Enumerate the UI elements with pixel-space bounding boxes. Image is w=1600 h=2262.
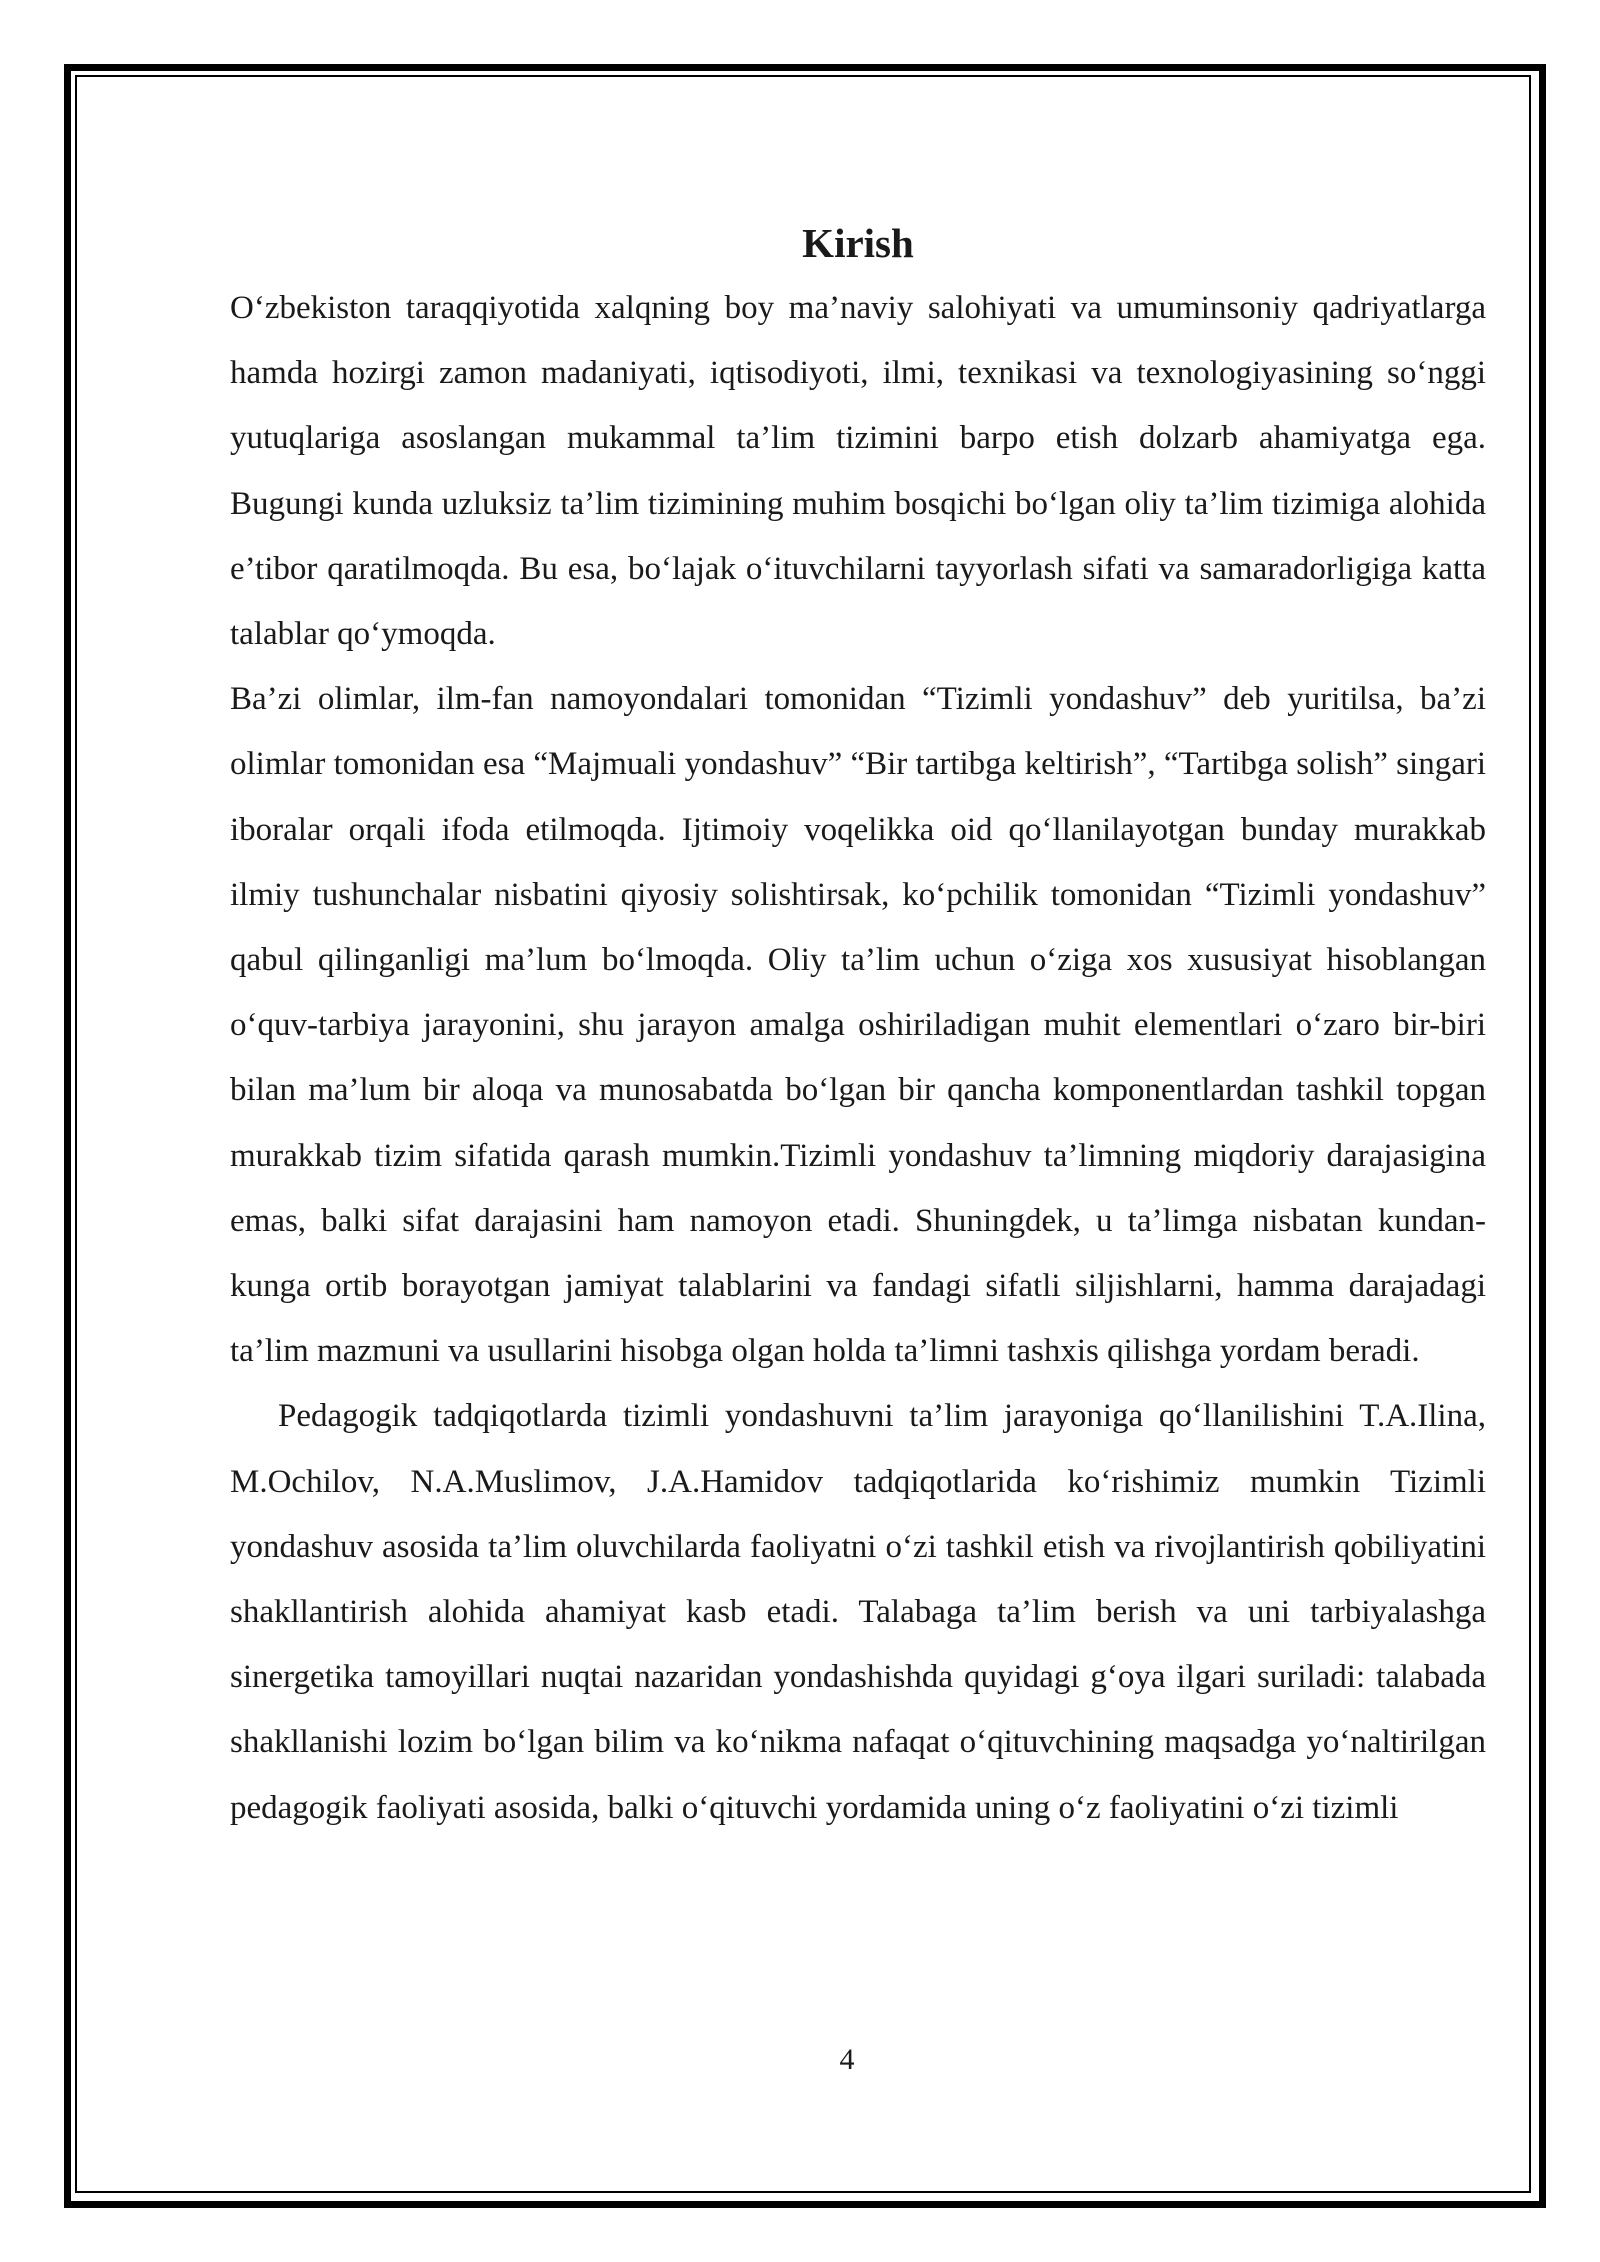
document-body	[230, 210, 1486, 1841]
paragraph-systematic-approach: Ba’zi olimlar, ilm-fan namoyondalari tomonidan “Tizimli yondashuv” deb yuritilsa, ba’zi olimlar tomonidan esa “Majmuali yondashuv” “Bir tartibga keltirish”, “Tartibga solish” singari iboralar orqali ifoda etilmoqda. Ijtimoiy voqelikka oid qo‘llanilayotgan bunday murakkab ilmiy tushunchalar nisbatini qiyosiy solishtirsak, ko‘pchilik tomonidan “Tizimli yondashuv” qabul qilinganligi ma’lum bo‘lmoqda. Oliy ta’lim uchun o‘ziga xos xususiyat hisoblangan o‘quv-tarbiya jarayonini, shu jarayon amalga oshiriladigan muhit elementlari o‘zaro bir-biri bilan ma’lum bir aloqa va munosabatda bo‘lgan bir qancha komponentlardan tashkil topgan murakkab tizim sifatida qarash mumkin.Tizimli yondashuv ta’limning miqdoriy darajasigina emas, balki sifat darajasini ham namoyon etadi. Shuningdek, u ta’limga nisbatan kundan-kunga ortib borayotgan jamiyat talablarini va fandagi sifatli siljishlarni, hamma darajadagi ta’lim mazmuni va usullarini hisobga olgan holda ta’limni tashxis qilishga yordam beradi.	[230, 681, 1486, 1370]
paragraph-pedagogical-research: Pedagogik tadqiqotlarda tizimli yondashuvni ta’lim jarayoniga qo‘llanilishini T.A.Ilina, M.Ochilov, N.A.Muslimov, J.A.Hamidov tadqiqotlarida ko‘rishimiz mumkin Tizimli yondashuv asosida ta’lim oluvchilarda faoliyatni o‘zi tashkil etish va rivojlantirish qobiliyatini shakllantirish alohida ahamiyat kasb etadi. Talabaga ta’lim berish va uni tarbiyalashga sinergetika tamoyillari nuqtai nazaridan yondashishda quyidagi g‘oya ilgari suriladi: talabada shakllanishi lozim bo‘lgan bilim va ko‘nikma nafaqat o‘qituvchining maqsadga yo‘naltirilgan pedagogik faoliyati asosida, balki o‘qituvchi yordamida uning o‘z faoliyatini o‘zi tizimli	[230, 1398, 1486, 1826]
page-number: 4	[839, 2043, 855, 2076]
page-title: Kirish	[802, 220, 914, 266]
paragraph-intro: O‘zbekiston taraqqiyotida xalqning boy ma’naviy salohiyati va umuminsoniy qadriyatlarga hamda hozirgi zamon madaniyati, iqtisodiyoti, ilmi, texnikasi va texnologiyasining so‘nggi yutuqlariga asoslangan mukammal ta’lim tizimini barpo etish dolzarb ahamiyatga ega. Bugungi kunda uzluksiz ta’lim tizimining muhim bosqichi bo‘lgan oliy ta’lim tizimiga alohida e’tibor qaratilmoqda. Bu esa, bo‘lajak o‘ituvchilarni tayyorlash sifati va samaradorligiga katta talablar qo‘ymoqda.	[230, 290, 1486, 653]
